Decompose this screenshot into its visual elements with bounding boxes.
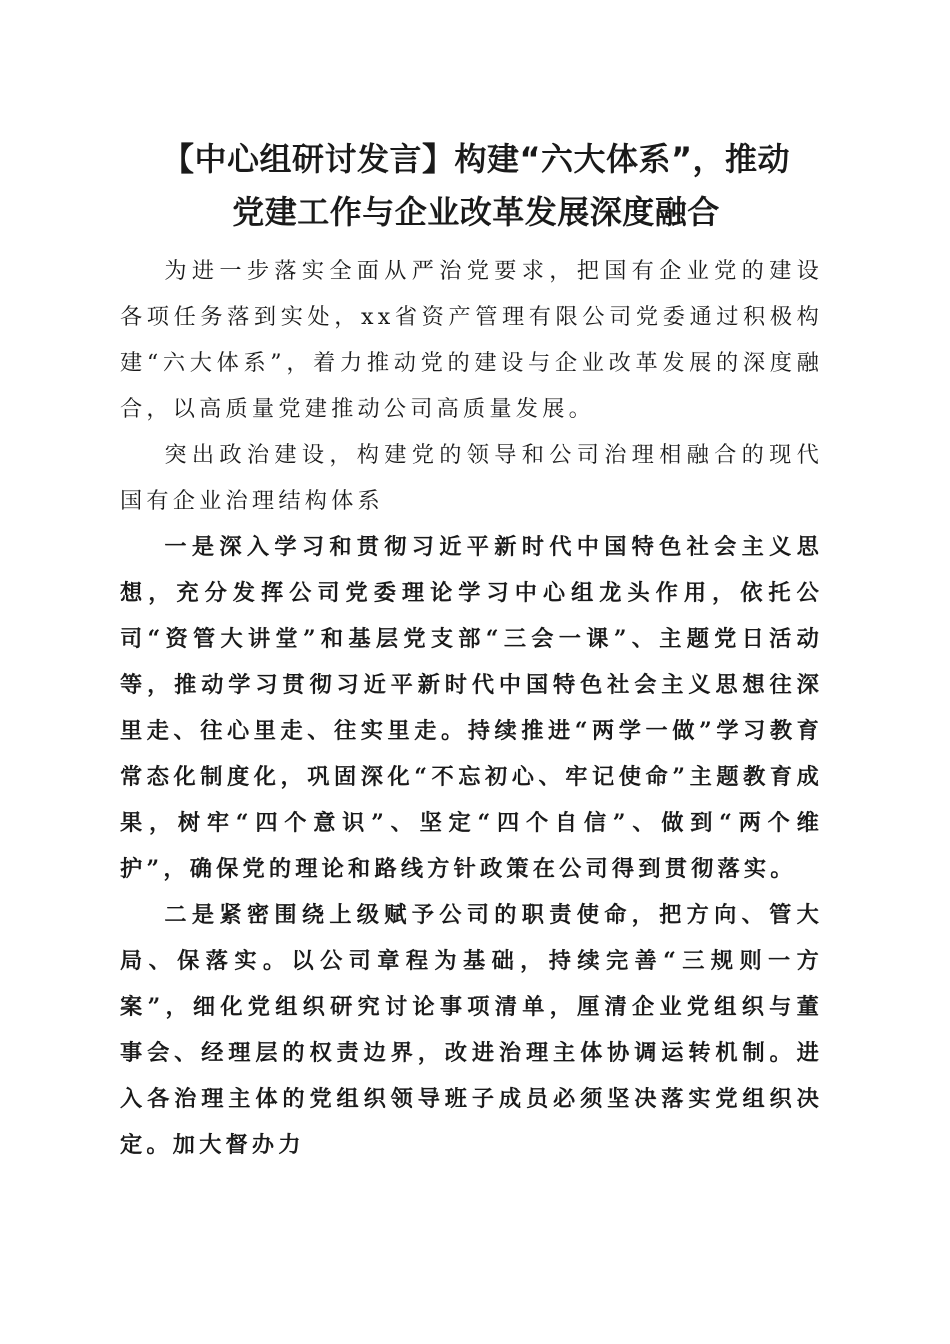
paragraph-intro: 为进一步落实全面从严治党要求，把国有企业党的建设各项任务落到实处，xx省资产管理有限公司党委通过积极构建“六大体系”，着力推动党的建设与企业改革发展的深度融合，以高质量党建推动公司高质量发展。: [120, 258, 823, 422]
paragraph-point-one: 一是深入学习和贯彻习近平新时代中国特色社会主义思想，充分发挥公司党委理论学习中心组龙头作用，依托公司“资管大讲堂”和基层党支部“三会一课”、主题党日活动等，推动学习贯彻习近平新时代中国特色社会主义思想往深里走、往心里走、往实里走。持续推进“两学一做”学习教育常态化制度化，巩固深化“不忘初心、牢记使命”主题教育成果，树牢“四个意识”、坚定“四个自信”、做到“两个维护”，确保党的理论和路线方针政策在公司得到贯彻落实。: [120, 534, 823, 882]
paragraph-point-two: 二是紧密围绕上级赋予公司的职责使命，把方向、管大局、保落实。以公司章程为基础，持续完善“三规则一方案”，细化党组织研究讨论事项清单，厘清企业党组织与董事会、经理层的权责边界，改进治理主体协调运转机制。进入各治理主体的党组织领导班子成员必须坚决落实党组织决定。加大督办力: [120, 902, 823, 1158]
title-line-2: 党建工作与企业改革发展深度融合: [232, 193, 720, 231]
title-line-1: 【中心组研讨发言】构建“六大体系”，推动: [161, 140, 791, 178]
document-title: [120, 133, 832, 239]
document-body: [120, 248, 823, 1168]
paragraph-section-heading: 突出政治建设，构建党的领导和公司治理相融合的现代国有企业治理结构体系: [120, 442, 823, 514]
